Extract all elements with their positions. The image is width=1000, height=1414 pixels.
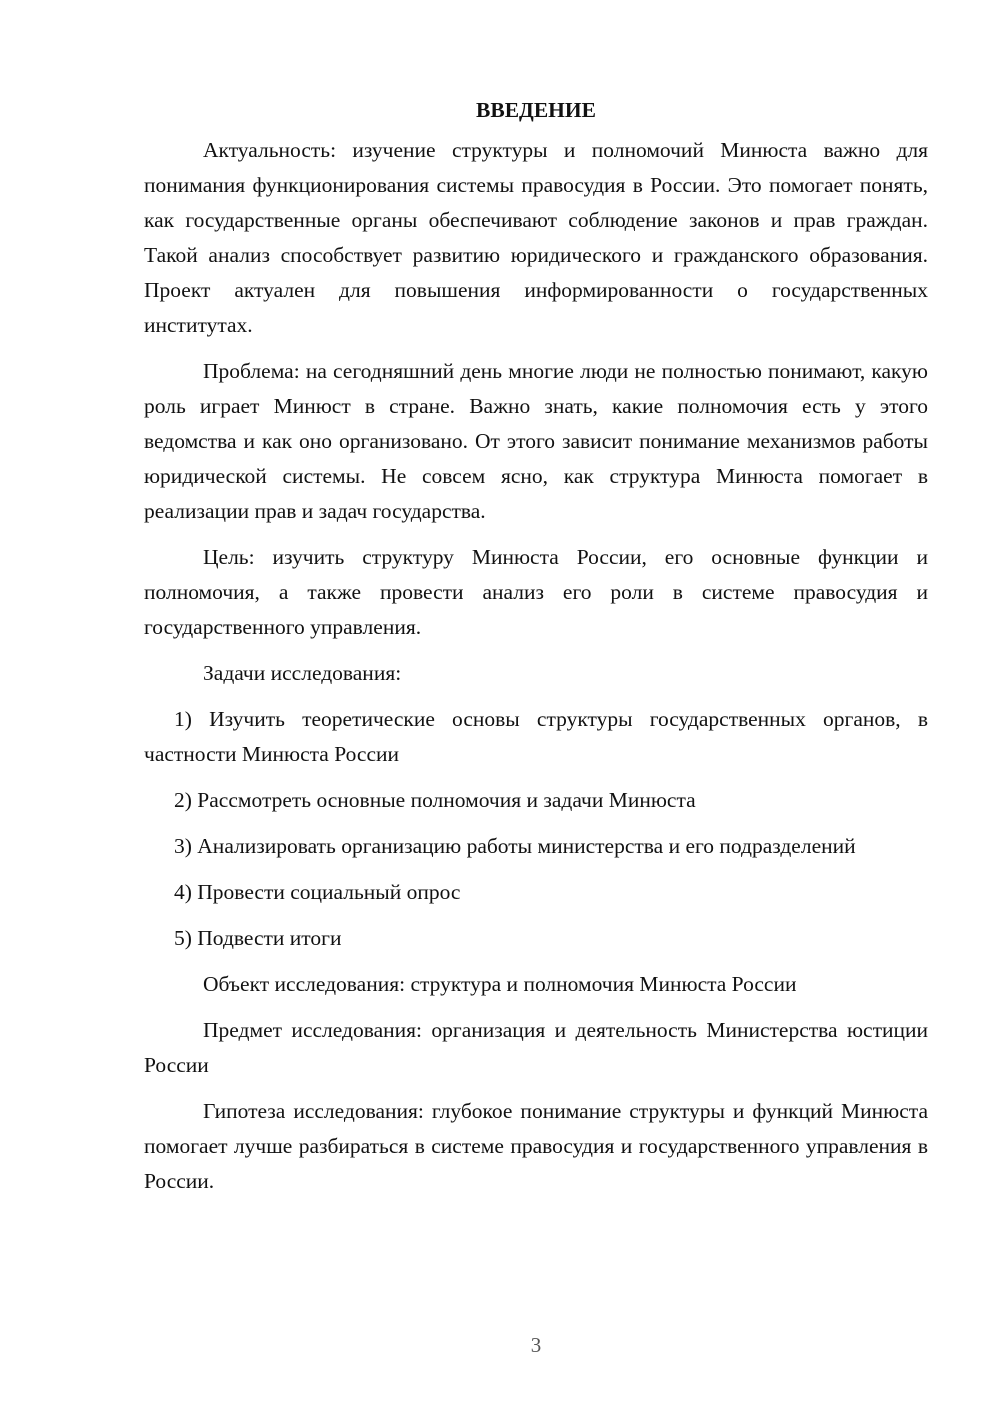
paragraph-object: Объект исследования: структура и полномочия Минюста России (203, 972, 797, 996)
task-item: 3) Анализировать организацию работы министерства и его подразделений (174, 834, 856, 858)
task-item: 5) Подвести итоги (174, 926, 342, 950)
paragraph-goal: Цель: изучить структуру Минюста России, его основные функции и полномочия, а также провести анализ его роли в системе правосудия и государственного управления. (144, 545, 928, 639)
paragraph-subject: Предмет исследования: организация и деятельность Министерства юстиции России (144, 1018, 928, 1077)
section-title: ВВЕДЕНИЕ (476, 98, 596, 122)
task-item: 2) Рассмотреть основные полномочия и задачи Минюста (174, 788, 696, 812)
task-item: 4) Провести социальный опрос (174, 880, 461, 904)
page-content (144, 97, 928, 1210)
paragraph-relevance: Актуальность: изучение структуры и полномочий Минюста важно для понимания функционирования системы правосудия в России. Это помогает понять, как государственные органы обеспечивают соблюдение законов и прав граждан. Такой анализ способствует развитию юридического и гражданского образования. Проект актуален для повышения информированности о государственных институтах. (144, 138, 928, 337)
paragraph-problem: Проблема: на сегодняшний день многие люди не полностью понимают, какую роль играет Минюст в стране. Важно знать, какие полномочия есть у этого ведомства и как оно организовано. От этого зависит понимание механизмов работы юридической системы. Не совсем ясно, как структура Минюста помогает в реализации прав и задач государства. (144, 359, 928, 523)
paragraph-hypothesis: Гипотеза исследования: глубокое понимание структуры и функций Минюста помогает лучше разбираться в системе правосудия и государственного управления в России. (144, 1099, 928, 1193)
tasks-heading: Задачи исследования: (203, 661, 402, 685)
page-number: 3 (530, 1333, 542, 1357)
task-item: 1) Изучить теоретические основы структуры государственных органов, в частности Минюста России (144, 707, 928, 766)
